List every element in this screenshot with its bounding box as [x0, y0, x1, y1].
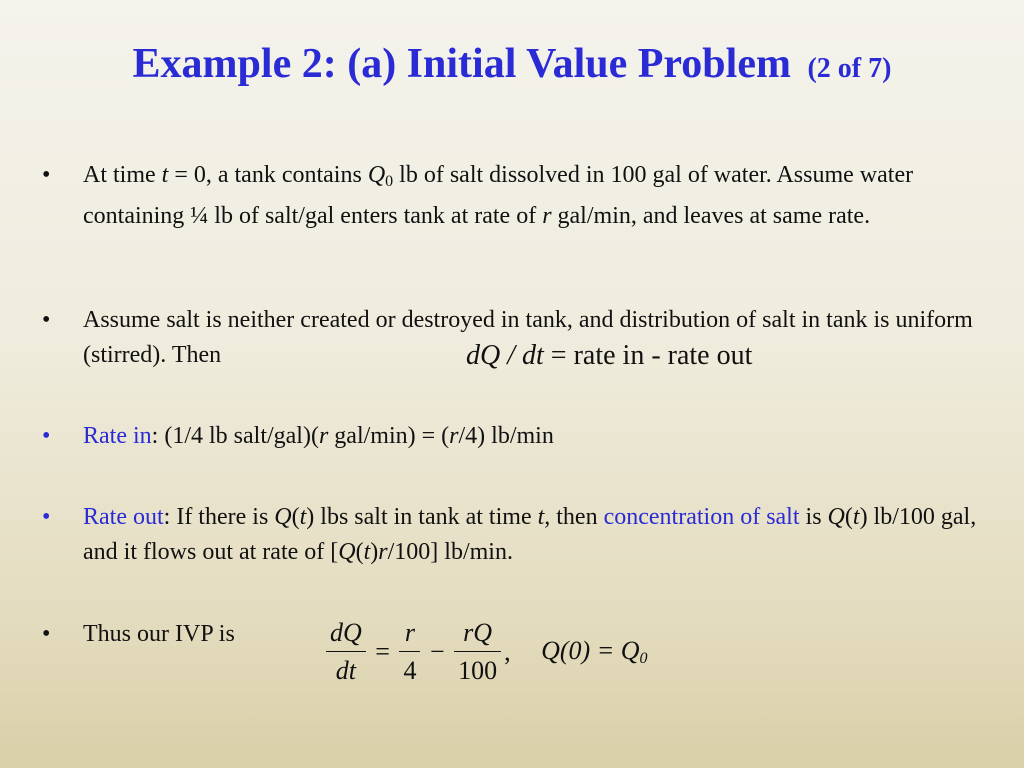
rate-equation [466, 340, 752, 372]
var-r: r [318, 423, 329, 449]
fraction-rq-100 [454, 618, 501, 686]
eq-rhs: rate in - rate out [573, 340, 753, 371]
var-t: t [299, 504, 307, 530]
bullet-4-text [83, 500, 983, 570]
text-run: /4) lb/min [458, 423, 554, 449]
minus-sign: − [429, 637, 445, 666]
rate-in-label: Rate in [83, 423, 152, 449]
bullet-1-text [83, 158, 983, 234]
title-main: Example 2: (a) Initial Value Problem [132, 41, 791, 87]
var-q: Q [827, 504, 845, 530]
var-q: Q [367, 162, 386, 188]
text-run: = 0, a tank contains [168, 162, 368, 188]
text-run: At time [83, 162, 162, 188]
fraction-bar [326, 651, 366, 652]
bullet-5-text: Thus our IVP is [83, 621, 235, 647]
eq-lhs: dQ / dt [466, 340, 544, 371]
var-r: r [542, 203, 552, 229]
bullet-2-text: Assume salt is neither created or destroyed in tank, and distribution of salt in tank is uniform (stirred). Then [83, 307, 973, 368]
text-run: gal/min) = ( [328, 423, 450, 449]
concentration-label: concentration of salt [603, 504, 800, 530]
initial-condition [538, 636, 650, 668]
var-t: t [537, 504, 545, 530]
bullet-marker: • [42, 423, 51, 449]
text-run: /100] lb/min. [387, 539, 513, 565]
bullet-marker: • [42, 504, 51, 530]
text-run: : (1/4 lb salt/gal)( [151, 423, 319, 449]
fraction-bar [454, 651, 501, 652]
text-run: gal/min, and leaves at same rate. [551, 203, 871, 229]
bullet-3-text [83, 419, 983, 454]
text-run: ( [844, 504, 853, 530]
text-run: ) lbs salt in tank at time [306, 504, 538, 530]
fraction-denominator: 100 [458, 656, 498, 685]
var-r: r [378, 539, 388, 565]
comma: , [504, 637, 511, 666]
subscript-0: 0 [385, 173, 394, 190]
fraction-dq-dt [326, 618, 366, 686]
var-t: t [161, 162, 169, 188]
slide-title [0, 40, 1024, 88]
rate-out-label: Rate out [83, 504, 164, 530]
text-run: lb of salt dissolved in 100 gal of water. Assume water containing ¼ lb of salt/gal enters tank at rate of [83, 162, 914, 229]
text-run: is [799, 504, 828, 530]
subscript-0: 0 [639, 650, 648, 667]
var-t: t [363, 539, 371, 565]
text-run: ) lb/100 gal, and it flows out at rate of [ [83, 504, 977, 565]
text-run: ) [370, 539, 379, 565]
var-r: r [449, 423, 459, 449]
text-run: , then [544, 504, 604, 530]
ivp-equation [326, 618, 651, 686]
fraction-bar [399, 651, 420, 652]
fraction-r-4 [399, 618, 420, 686]
fraction-numerator: dQ [330, 618, 362, 647]
text-run: : If there is [163, 504, 275, 530]
title-page-indicator: (2 of 7) [807, 53, 892, 84]
equals-sign: = [375, 637, 390, 666]
fraction-denominator: 4 [403, 656, 417, 685]
fraction-numerator: rQ [463, 618, 493, 647]
var-q: Q [274, 504, 292, 530]
var-q: Q [338, 539, 356, 565]
text-run: ( [291, 504, 300, 530]
bullet-marker: • [42, 307, 51, 333]
text-run: ( [355, 539, 364, 565]
bullet-marker: • [42, 162, 51, 188]
initial-condition-text: Q(0) = Q [541, 636, 640, 665]
fraction-denominator: dt [335, 656, 356, 685]
fraction-numerator: r [404, 618, 416, 647]
eq-equals: = [550, 340, 567, 371]
bullet-marker: • [42, 621, 51, 647]
var-t: t [852, 504, 860, 530]
